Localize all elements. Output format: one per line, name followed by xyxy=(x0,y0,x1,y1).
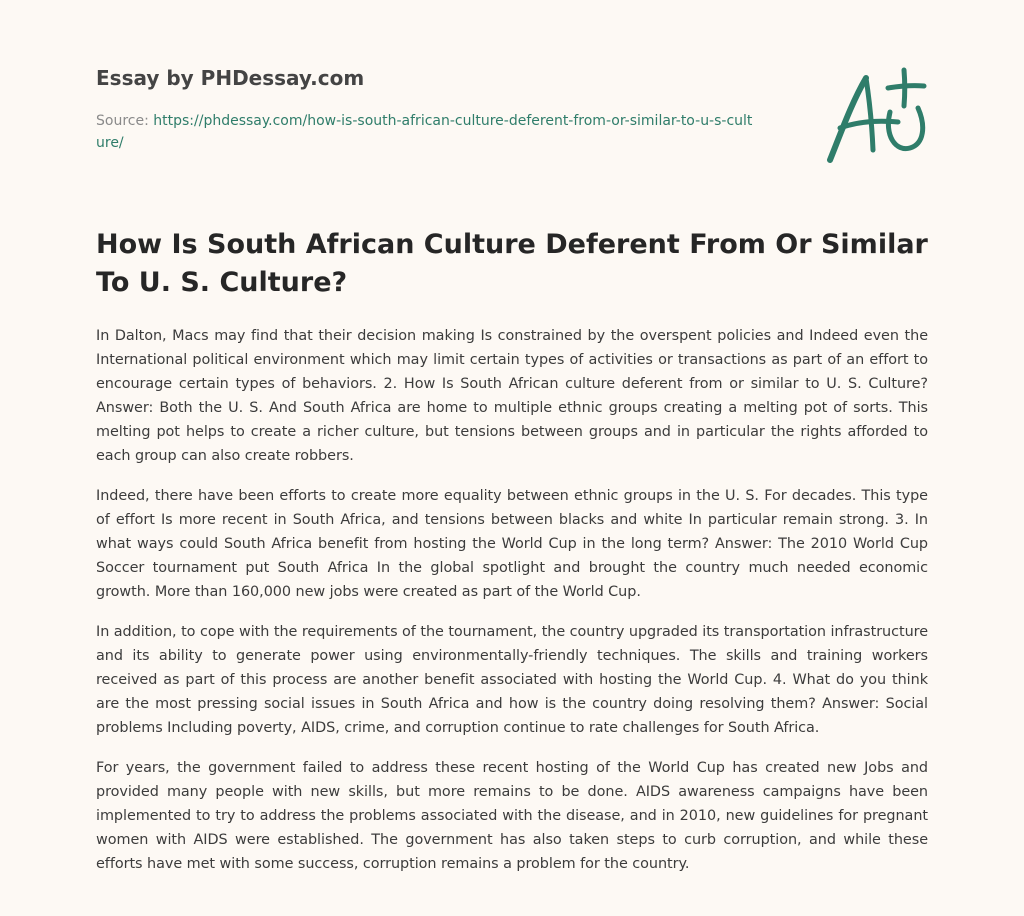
page-header xyxy=(96,64,796,154)
essay-paragraph: Indeed, there have been efforts to create more equality between ethnic groups in the U. S. For decades. This type of effort Is more recent in South Africa, and tensions between blacks and white In particular remain strong. 3. In what ways could South Africa benefit from hosting the World Cup in the long term? Answer: The 2010 World Cup Soccer tournament put South Africa In the global spotlight and brought the country much needed economic growth. More than 160,000 new jobs were created as part of the World Cup. xyxy=(96,488,928,600)
essay-paragraph: In addition, to cope with the requirements of the tournament, the country upgraded its transportation infrastructure and its ability to generate power using environmentally-friendly techniques. The skills and training workers received as part of this process are another benefit associated with hosting the World Cup. 4. What do you think are the most pressing social issues in South Africa and how is the country doing resolving them? Answer: Social problems Including poverty, AIDS, crime, and corruption continue to rate challenges for South Africa. xyxy=(96,624,929,736)
essay-paragraph: For years, the government failed to address these recent hosting of the World Cup has created new Jobs and provided many people with new skills, but more remains to be done. AIDS awareness campaigns have been implemented to try to address the problems associated with the disease, and in 2010, new guidelines for pregnant women with AIDS were established. The government has also taken steps to curb corruption, and while these efforts have met with some success, corruption remains a problem for the country. xyxy=(96,760,928,872)
site-title: Essay by PHDessay.com xyxy=(96,66,365,90)
essay-body xyxy=(96,324,928,892)
essay-title: How Is South African Culture Deferent From Or Similar To U. S. Culture? xyxy=(96,229,928,298)
essay-paragraph: In Dalton, Macs may find that their decision making Is constrained by the overspent policies and Indeed even the International political environment which may limit certain types of activities or transactions as part of an effort to encourage certain types of behaviors. 2. How Is South African culture deferent from or similar to U. S. Culture? Answer: Both the U. S. And South Africa are home to multiple ethnic groups creating a melting pot of sorts. This melting pot helps to create a richer culture, but tensions between groups and in particular the rights afforded to each group can also create robbers. xyxy=(96,328,928,464)
source-label: Source: xyxy=(96,113,154,129)
source-link[interactable]: https://phdessay.com/how-is-south-african-culture-deferent-from-or-similar-to-u-s-culture/ xyxy=(96,113,753,151)
source-line xyxy=(96,110,756,154)
a-plus-icon xyxy=(818,64,930,168)
